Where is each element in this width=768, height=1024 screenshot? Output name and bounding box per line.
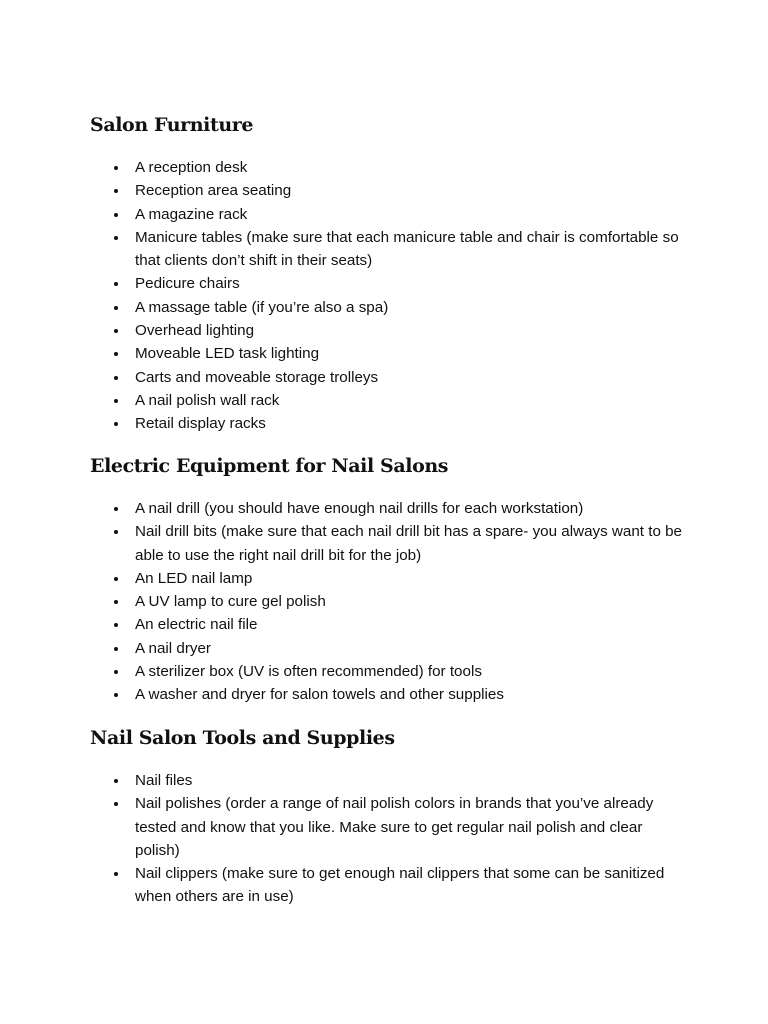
list-item: A magazine rack <box>90 203 690 226</box>
section-salon-furniture <box>90 112 690 436</box>
section-tools-supplies <box>90 725 690 909</box>
list-item: Retail display racks <box>90 412 690 435</box>
list-item: An LED nail lamp <box>90 567 690 590</box>
section-heading: Salon Furniture <box>90 114 254 136</box>
list-item: Nail drill bits (make sure that each nail drill bit has a spare- you always want to be able to use the right nail drill bit for the job) <box>90 520 690 567</box>
list-item: Reception area seating <box>90 179 690 202</box>
section-heading: Electric Equipment for Nail Salons <box>90 455 449 477</box>
list-item: Overhead lighting <box>90 319 690 342</box>
list-item: An electric nail file <box>90 613 690 636</box>
section-electric-equipment <box>90 453 690 707</box>
list-item: Carts and moveable storage trolleys <box>90 366 690 389</box>
list-item: A nail drill (you should have enough nail drills for each workstation) <box>90 497 690 520</box>
section-heading: Nail Salon Tools and Supplies <box>90 727 395 749</box>
list-item: Nail polishes (order a range of nail polish colors in brands that you’ve already tested and know that you like. Make sure to get regular nail polish and clear polish) <box>90 792 690 862</box>
list-item: Pedicure chairs <box>90 272 690 295</box>
list-item: A reception desk <box>90 156 690 179</box>
list-item: A nail polish wall rack <box>90 389 690 412</box>
list-item: A nail dryer <box>90 637 690 660</box>
list-item: A UV lamp to cure gel polish <box>90 590 690 613</box>
list-item: A massage table (if you’re also a spa) <box>90 296 690 319</box>
list-item: Manicure tables (make sure that each manicure table and chair is comfortable so that clients don’t shift in their seats) <box>90 226 690 273</box>
bullet-list <box>90 769 690 909</box>
list-item: Nail clippers (make sure to get enough nail clippers that some can be sanitized when others are in use) <box>90 862 690 909</box>
list-item: Moveable LED task lighting <box>90 342 690 365</box>
list-item: A washer and dryer for salon towels and other supplies <box>90 683 690 706</box>
list-item: Nail files <box>90 769 690 792</box>
list-item: A sterilizer box (UV is often recommended) for tools <box>90 660 690 683</box>
bullet-list <box>90 497 690 707</box>
bullet-list <box>90 156 690 436</box>
